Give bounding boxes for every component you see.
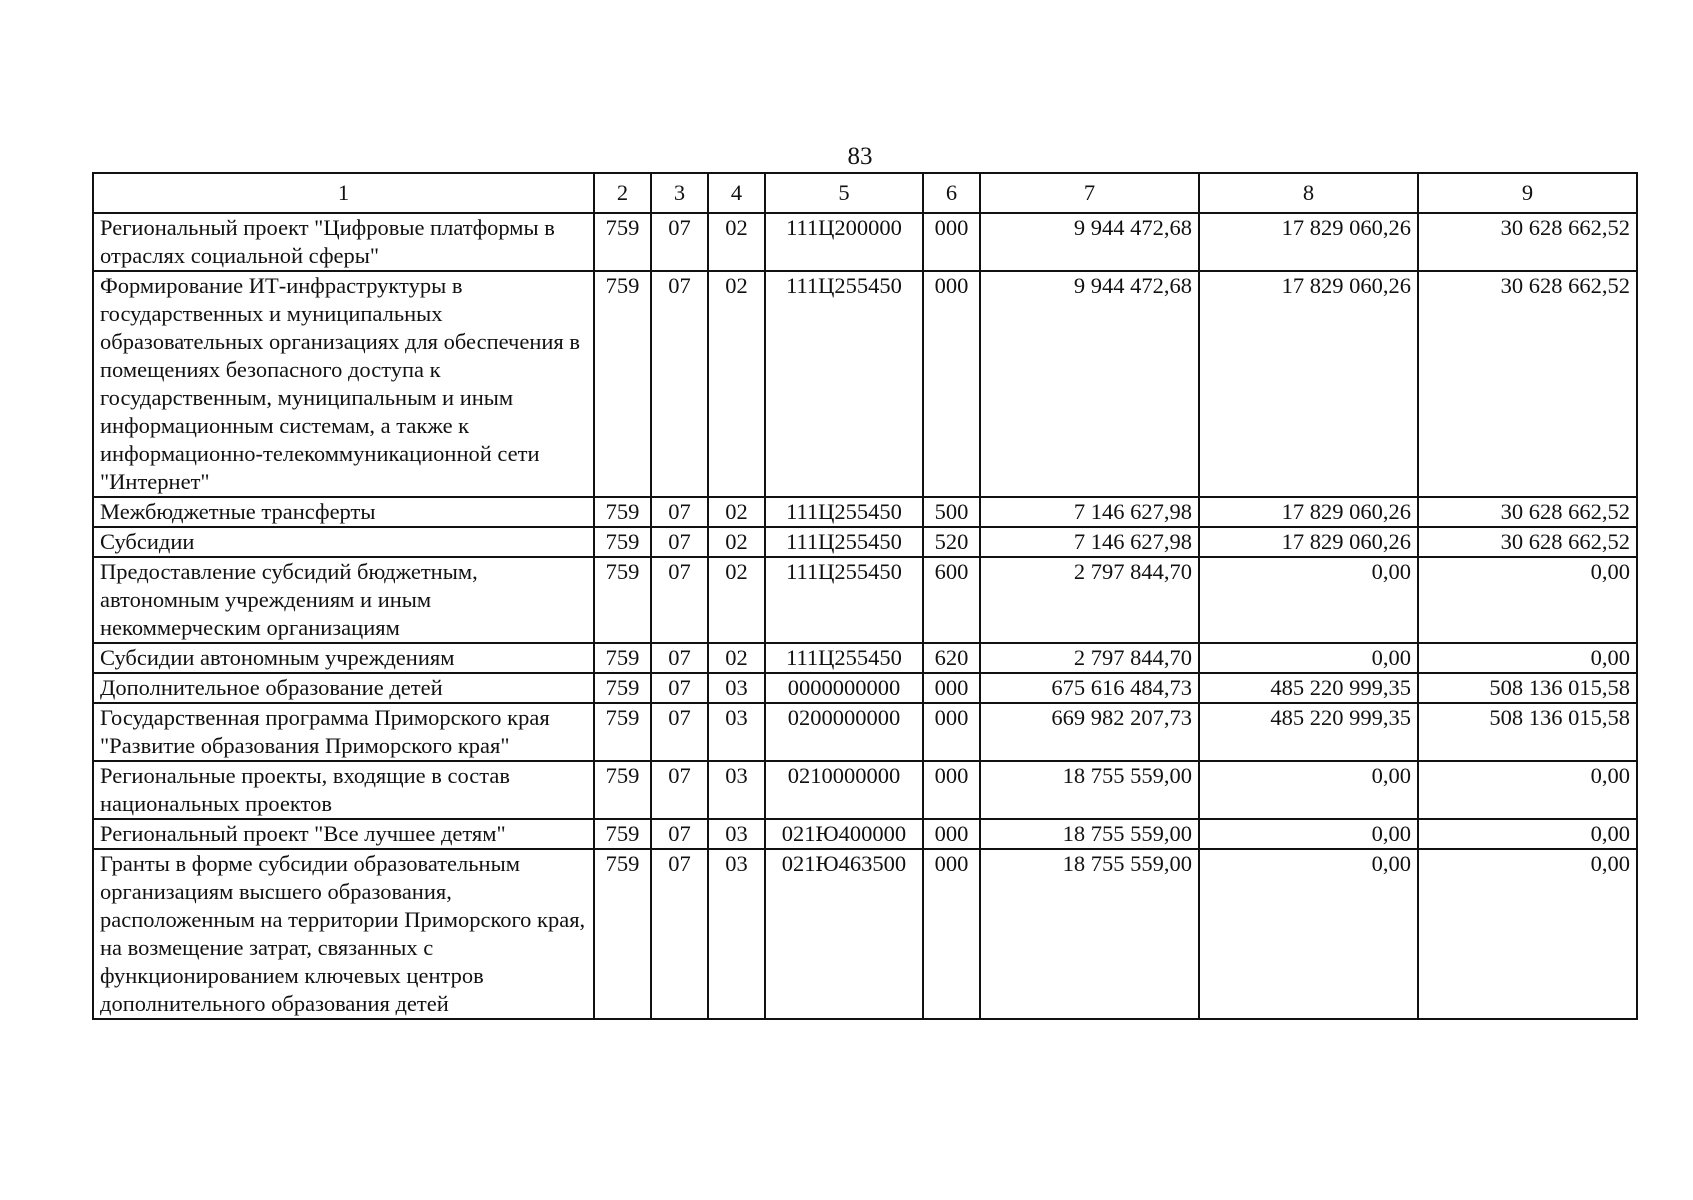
row-name: Дополнительное образование детей (93, 673, 594, 703)
amount-col9: 0,00 (1418, 819, 1637, 849)
section-code: 07 (651, 849, 708, 1019)
table-row (93, 497, 1637, 527)
target-article-code: 111Ц255450 (765, 557, 923, 643)
target-article-code: 0200000000 (765, 703, 923, 761)
header-row (93, 173, 1637, 213)
section-code: 07 (651, 703, 708, 761)
section-code: 07 (651, 497, 708, 527)
header-cell: 7 (980, 173, 1199, 213)
amount-col7: 9 944 472,68 (980, 213, 1199, 271)
budget-table (92, 172, 1638, 1020)
header-cell: 5 (765, 173, 923, 213)
expense-type-code: 000 (923, 213, 980, 271)
expense-type-code: 600 (923, 557, 980, 643)
subsection-code: 03 (708, 703, 765, 761)
table-row (93, 643, 1637, 673)
target-article-code: 111Ц255450 (765, 271, 923, 497)
amount-col7: 675 616 484,73 (980, 673, 1199, 703)
target-article-code: 111Ц200000 (765, 213, 923, 271)
expense-type-code: 000 (923, 703, 980, 761)
row-name: Региональные проекты, входящие в состав национальных проектов (93, 761, 594, 819)
row-name: Формирование ИТ-инфраструктуры в государственных и муниципальных образовательных организациях для обеспечения в помещениях безопасного доступа к государственным, муниципальным и иным информационным системам, а также к информационно-телекоммуникационной сети "Интернет" (93, 271, 594, 497)
table-row (93, 761, 1637, 819)
amount-col8: 17 829 060,26 (1199, 271, 1418, 497)
expense-type-code: 620 (923, 643, 980, 673)
amount-col8: 0,00 (1199, 557, 1418, 643)
amount-col7: 9 944 472,68 (980, 271, 1199, 497)
row-name: Региональный проект "Все лучшее детям" (93, 819, 594, 849)
row-name: Предоставление субсидий бюджетным, автономным учреждениям и иным некоммерческим организациям (93, 557, 594, 643)
amount-col8: 17 829 060,26 (1199, 497, 1418, 527)
admin-code: 759 (594, 497, 651, 527)
row-name: Межбюджетные трансферты (93, 497, 594, 527)
expense-type-code: 000 (923, 761, 980, 819)
table-row (93, 819, 1637, 849)
table-row (93, 527, 1637, 557)
admin-code: 759 (594, 527, 651, 557)
amount-col9: 30 628 662,52 (1418, 497, 1637, 527)
amount-col8: 0,00 (1199, 761, 1418, 819)
amount-col8: 485 220 999,35 (1199, 673, 1418, 703)
subsection-code: 02 (708, 271, 765, 497)
amount-col7: 18 755 559,00 (980, 819, 1199, 849)
expense-type-code: 000 (923, 673, 980, 703)
amount-col7: 7 146 627,98 (980, 527, 1199, 557)
amount-col8: 0,00 (1199, 643, 1418, 673)
table-row (93, 673, 1637, 703)
section-code: 07 (651, 673, 708, 703)
admin-code: 759 (594, 643, 651, 673)
subsection-code: 02 (708, 213, 765, 271)
subsection-code: 03 (708, 849, 765, 1019)
target-article-code: 021Ю463500 (765, 849, 923, 1019)
table-row (93, 557, 1637, 643)
header-cell: 9 (1418, 173, 1637, 213)
amount-col9: 30 628 662,52 (1418, 271, 1637, 497)
amount-col8: 17 829 060,26 (1199, 527, 1418, 557)
amount-col9: 508 136 015,58 (1418, 673, 1637, 703)
section-code: 07 (651, 643, 708, 673)
amount-col8: 485 220 999,35 (1199, 703, 1418, 761)
section-code: 07 (651, 819, 708, 849)
amount-col8: 0,00 (1199, 849, 1418, 1019)
expense-type-code: 000 (923, 271, 980, 497)
amount-col7: 2 797 844,70 (980, 557, 1199, 643)
row-name: Субсидии автономным учреждениям (93, 643, 594, 673)
section-code: 07 (651, 761, 708, 819)
table-row (93, 849, 1637, 1019)
amount-col9: 0,00 (1418, 643, 1637, 673)
target-article-code: 021Ю400000 (765, 819, 923, 849)
header-cell: 1 (93, 173, 594, 213)
section-code: 07 (651, 213, 708, 271)
table-row (93, 271, 1637, 497)
subsection-code: 02 (708, 497, 765, 527)
target-article-code: 0000000000 (765, 673, 923, 703)
admin-code: 759 (594, 673, 651, 703)
amount-col7: 18 755 559,00 (980, 849, 1199, 1019)
section-code: 07 (651, 271, 708, 497)
amount-col9: 0,00 (1418, 761, 1637, 819)
amount-col7: 2 797 844,70 (980, 643, 1199, 673)
header-cell: 8 (1199, 173, 1418, 213)
amount-col9: 30 628 662,52 (1418, 213, 1637, 271)
amount-col7: 669 982 207,73 (980, 703, 1199, 761)
subsection-code: 03 (708, 819, 765, 849)
target-article-code: 111Ц255450 (765, 643, 923, 673)
header-cell: 3 (651, 173, 708, 213)
admin-code: 759 (594, 819, 651, 849)
amount-col9: 30 628 662,52 (1418, 527, 1637, 557)
expense-type-code: 000 (923, 819, 980, 849)
subsection-code: 03 (708, 761, 765, 819)
expense-type-code: 520 (923, 527, 980, 557)
admin-code: 759 (594, 557, 651, 643)
admin-code: 759 (594, 271, 651, 497)
admin-code: 759 (594, 703, 651, 761)
row-name: Гранты в форме субсидии образовательным организациям высшего образования, расположенным на территории Приморского края, на возмещение затрат, связанных с функционированием ключевых центров дополнительного образования детей (93, 849, 594, 1019)
table-row (93, 213, 1637, 271)
expense-type-code: 500 (923, 497, 980, 527)
header-cell: 4 (708, 173, 765, 213)
header-cell: 2 (594, 173, 651, 213)
amount-col8: 17 829 060,26 (1199, 213, 1418, 271)
target-article-code: 111Ц255450 (765, 497, 923, 527)
section-code: 07 (651, 527, 708, 557)
table-row (93, 703, 1637, 761)
section-code: 07 (651, 557, 708, 643)
subsection-code: 02 (708, 527, 765, 557)
amount-col7: 7 146 627,98 (980, 497, 1199, 527)
expense-type-code: 000 (923, 849, 980, 1019)
target-article-code: 0210000000 (765, 761, 923, 819)
admin-code: 759 (594, 213, 651, 271)
subsection-code: 03 (708, 673, 765, 703)
target-article-code: 111Ц255450 (765, 527, 923, 557)
admin-code: 759 (594, 761, 651, 819)
header-cell: 6 (923, 173, 980, 213)
amount-col7: 18 755 559,00 (980, 761, 1199, 819)
row-name: Субсидии (93, 527, 594, 557)
subsection-code: 02 (708, 557, 765, 643)
amount-col9: 0,00 (1418, 557, 1637, 643)
row-name: Региональный проект "Цифровые платформы в отраслях социальной сферы" (93, 213, 594, 271)
row-name: Государственная программа Приморского края "Развитие образования Приморского края" (93, 703, 594, 761)
amount-col8: 0,00 (1199, 819, 1418, 849)
page-number: 83 (847, 143, 873, 170)
amount-col9: 508 136 015,58 (1418, 703, 1637, 761)
admin-code: 759 (594, 849, 651, 1019)
subsection-code: 02 (708, 643, 765, 673)
amount-col9: 0,00 (1418, 849, 1637, 1019)
